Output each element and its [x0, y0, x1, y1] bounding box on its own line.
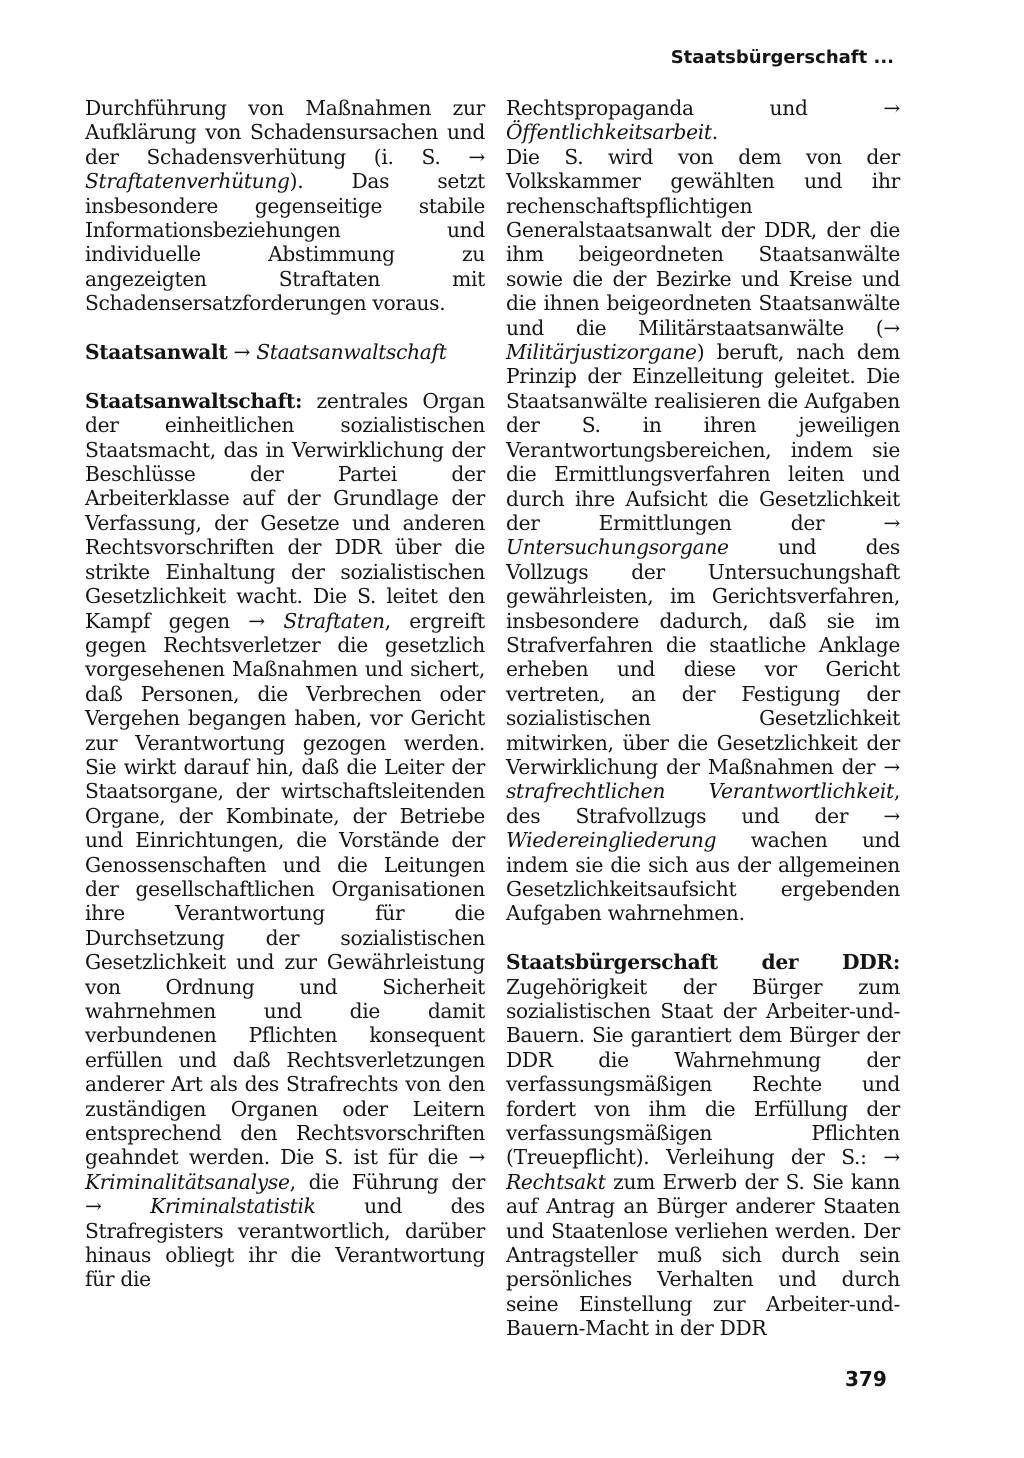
headword: Staatsanwalt — [85, 340, 228, 365]
entry-staatsanwalt: Staatsanwalt → Staatsanwaltschaft — [85, 340, 447, 365]
running-head: Staatsbürgerschaft ... — [670, 47, 894, 68]
cross-reference: Wiedereingliederung — [506, 828, 717, 853]
paragraph-continuation: Durchführung von Maßnahmen zur Aufklärung von Schadensursachen und der Schadensverhütung (i. S. → Straftatenverhütung). Das setzt insbesondere gegenseitige stabile Informationsbeziehungen und individuelle Abstimmung zu angezeigten Straftaten mit Schadensersatzforderungen voraus. — [85, 96, 485, 316]
cross-reference: strafrechtlichen Verantwortlichkeit — [506, 779, 894, 804]
entry-staatsanwaltschaft: Staatsanwaltschaft: zentrales Organ der einheitlichen sozialistischen Staatsmacht, das in Verwirklichung der Beschlüsse der Partei der Arbeiterklasse auf der Grundlage der Verfassung, der Gesetze und anderen Rechtsvorschriften der DDR über die strikte Einhaltung der sozialistischen Gesetzlichkeit wacht. Die S. leitet den Kampf gegen → Straftaten, ergreift gegen Rechtsverletzer die gesetzlich vorgesehenen Maßnahmen und sichert, daß Personen, die Verbrechen oder Vergehen begangen haben, vor Gericht zur Verantwortung gezogen werden. Sie wirkt darauf hin, daß die Leiter der Staatsorgane, der wirtschaftsleitenden Organe, der Kombinate, der Betriebe und Einrichtungen, die Vorstände der Genossenschaften und die Leitungen der gesellschaftlichen Organisationen ihre Verantwortung für die Durchsetzung der sozialistischen Gesetzlichkeit und zur Gewährleistung von Ordnung und Sicherheit wahrnehmen und die damit verbundenen Pflichten konsequent erfüllen und daß Rechtsverletzungen anderer Art als des Strafrechts von den zuständigen Organen oder Leitern entsprechend den Rechtsvorschriften geahndet werden. Die S. ist für die → Kriminalitätsanalyse, die Führung der → Kriminalstatistik und des Strafregisters verantwortlich, darüber hinaus obliegt ihr die Verantwortung für die — [85, 388, 485, 1292]
cross-reference: Kriminalstatistik — [150, 1194, 316, 1219]
cross-reference: Untersuchungsorgane — [506, 535, 729, 560]
page-number: 379 — [845, 1367, 887, 1391]
cross-reference: Kriminalitätsanalyse — [85, 1169, 290, 1194]
headword: Staatsanwaltschaft: — [85, 388, 303, 413]
entry-staatsbuergerschaft: Staatsbürgerschaft der DDR: Zugehörigkeit der Bürger zum sozialistischen Staat der Arbeiter-und-Bauern. Sie garantiert dem Bürger der DDR die Wahrnehmung der verfassungsmäßigen Rechte und fordert von ihm die Erfüllung der verfassungsmäßigen Pflichten (Treuepflicht). Verleihung der S.: → Rechtsakt zum Erwerb der S. Sie kann auf Antrag an Bürger anderer Staaten und Staatenlose verliehen werden. Der Antragsteller muß sich durch sein persönliches Verhalten und durch seine Einstellung zur Arbeiter-und-Bauern-Macht in der DDR — [506, 950, 900, 1341]
headword: Staatsbürgerschaft der DDR: — [506, 950, 900, 975]
left-column — [85, 96, 485, 1292]
right-column — [506, 96, 900, 1341]
cross-reference: Staatsanwaltschaft — [256, 340, 447, 365]
cross-reference: Öffentlichkeitsarbeit — [506, 120, 712, 145]
cross-reference: Rechtsakt — [506, 1169, 606, 1194]
cross-reference: Straftaten — [283, 608, 385, 633]
paragraph: Die S. wird von dem von der Volkskammer gewählten und ihr rechenschaftspflichtigen Generalstaatsanwalt der DDR, der die ihm beigeordneten Staatsanwälte sowie die der Bezirke und Kreise und die ihnen beigeordneten Staatsanwälte und die Militärstaatsanwälte (→ Militärjustizorgane) beruft, nach dem Prinzip der Einzelleitung geleitet. Die Staatsanwälte realisieren die Aufgaben der S. in ihren jeweiligen Verantwortungsbereichen, indem sie die Ermittlungsverfahren leiten und durch ihre Aufsicht die Gesetzlichkeit der Ermittlungen der → Untersuchungsorgane und des Vollzugs der Untersuchungshaft gewährleisten, im Gerichtsverfahren, insbesondere dadurch, daß sie im Strafverfahren die staatliche Anklage erheben und diese vor Gericht vertreten, an der Festigung der sozialistischen Gesetzlichkeit mitwirken, über die Gesetzlichkeit der Verwirklichung der Maßnahmen der → strafrechtlichen Verantwortlichkeit, des Strafvollzugs und der → Wiedereingliederung wachen und indem sie die sich aus der allgemeinen Gesetzlichkeitsaufsicht ergebenden Aufgaben wahrnehmen. — [506, 144, 900, 926]
cross-reference: Militärjustizorgane — [506, 340, 697, 365]
cross-reference: Straftatenverhütung — [85, 169, 290, 194]
paragraph-continuation: Rechtspropaganda und → Öffentlichkeitsarbeit. — [506, 96, 900, 145]
